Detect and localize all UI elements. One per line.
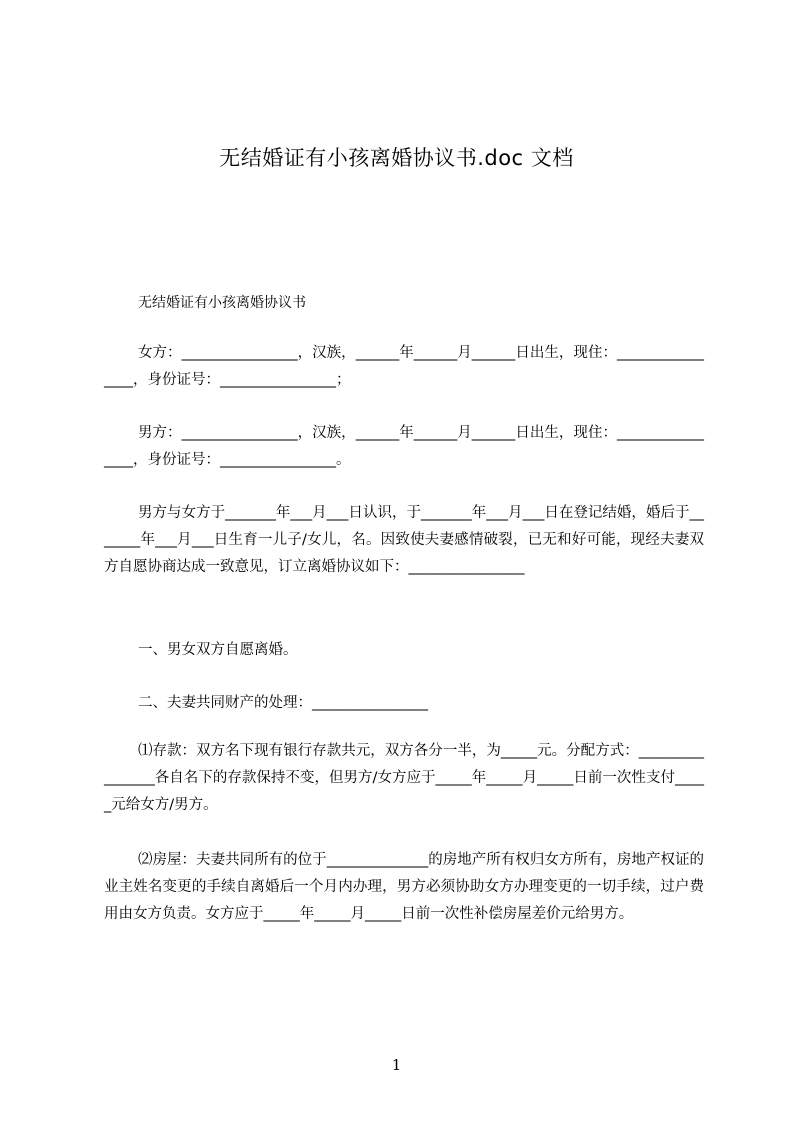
house-paragraph: ⑵房屋：夫妻共同所有的位于______________的房地产所有权归女方所有，房地产权证的业主姓名变更的手续自离婚后一个月内办理，男方必须协助女方办理变更的一切手续，过户费用由女方负责。女方应于_____年_____月_____日前一次性补偿房屋差价元给男方。 <box>104 852 704 922</box>
document-title: 无结婚证有小孩离婚协议书.doc 文档 <box>219 146 574 170</box>
clause-2: 二、夫妻共同财产的处理：________________ <box>138 695 428 711</box>
female-party-paragraph: 女方：________________，汉族，______年______月______日出生，现住：________________，身份证号：________________； <box>104 345 704 388</box>
deposit-paragraph: ⑴存款：双方名下现有银行存款共元，双方各分一半，为_____元。分配方式：________________各自名下的存款保持不变，但男方/女方应于_____年_____月_____日前一次性支付_____元给女方/男方。 <box>104 743 704 813</box>
clause-1: 一、男女双方自愿离婚。 <box>138 642 298 658</box>
agreement-subtitle: 无结婚证有小孩离婚协议书 <box>138 295 306 311</box>
male-party-paragraph: 男方：________________，汉族，______年______月______日出生，现住：________________，身份证号：________________。 <box>104 425 704 468</box>
background-paragraph: 男方与女方于_______年___月___日认识，于_______年___月___日在登记结婚，婚后于_______年___月___日生育一儿子/女儿，名。因致使夫妻感情破裂，已无和好可能，现经夫妻双方自愿协商达成一致意见，订立离婚协议如下：________________ <box>104 505 704 575</box>
page-number: 1 <box>391 1056 402 1074</box>
